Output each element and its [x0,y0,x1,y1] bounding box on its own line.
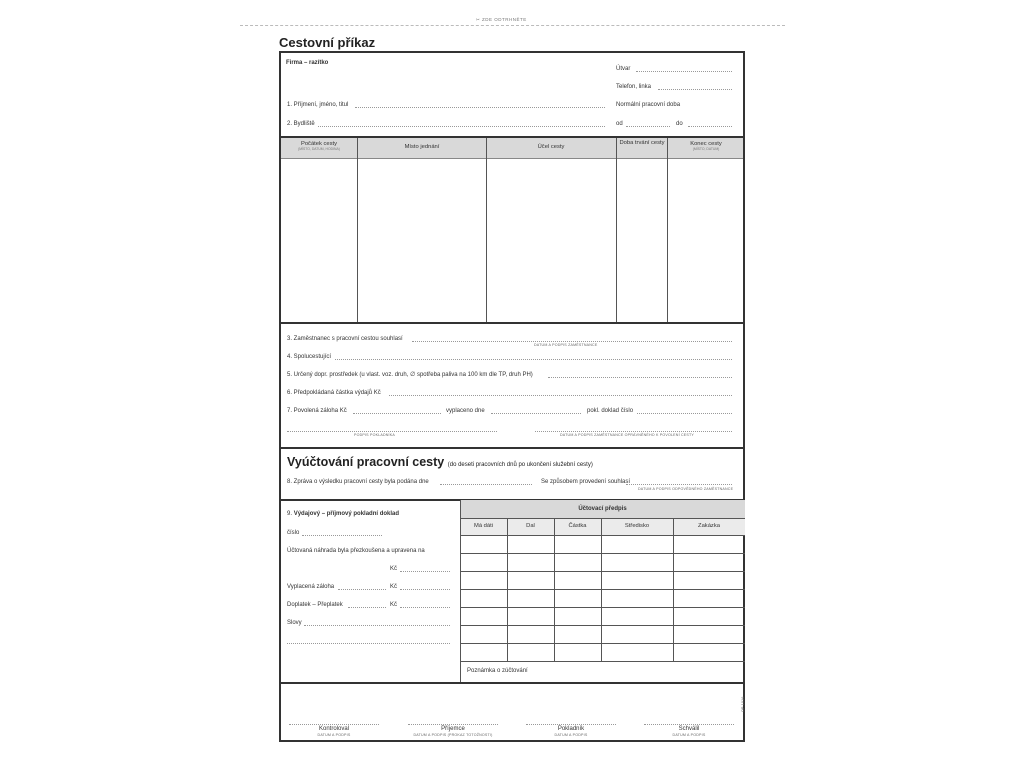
vyplacena-label: Vyplacená záloha [287,584,335,590]
doklad-heading: 9. Výdajový – příjmový pokladní doklad [287,511,400,517]
firma-label: Firma – razítko [286,60,329,66]
vyplacena-leader [338,589,386,590]
slovy-label: Slovy [287,620,302,626]
kc2-label: Kč [390,584,398,590]
slovy-field-2[interactable] [287,643,450,644]
cut-label: ✂ ZDE ODTRHNĚTE [470,17,533,23]
spolucestujici-label: 4. Spolucestující [287,354,332,360]
divider [281,158,743,159]
col-ma-dati: Má dáti [473,523,493,529]
sig-line-kontroloval[interactable] [289,724,379,725]
kc1-label: Kč [390,566,398,572]
vyplaceno-field[interactable] [491,413,581,414]
sig-kontroloval-sub: DATUM A PODPIS [317,733,351,737]
cislo-label: číslo [287,530,300,536]
col-konec: Konec cesty (MÍSTO, DATUM) [690,141,722,151]
telefon-field[interactable] [658,89,732,90]
do-label: do [676,121,683,127]
bydliste-field[interactable] [318,126,605,127]
col-zakazka: Zakázka [698,523,720,529]
col-pocatek: Počátek cesty (MÍSTO, DATUM, HODINA) [298,141,340,151]
col-dal: Dal [526,523,535,529]
sig-kontroloval: Kontroloval [318,726,350,732]
dopr-prostredek-label: 5. Určený dopr. prostředek (u vlast. voz. druh, ∅ spotřeba paliva na 100 km dle TP, druh PH) [287,372,533,378]
col-castka: Částka [568,523,587,529]
col-divider [486,138,487,323]
col-divider [357,138,358,323]
doplatek-leader [348,607,386,608]
poznamka-label: Poznámka o zúčtování [467,668,528,674]
sig-pokladnik-sub: DATUM A PODPIS [554,733,588,737]
doplatek-label: Doplatek – Přeplatek [287,602,343,608]
cislo-field[interactable] [302,535,382,536]
bydliste-label: 2. Bydliště [287,121,315,127]
opravneny-sig-field[interactable] [535,431,732,432]
predpokladana-label: 6. Předpokládaná částka výdajů Kč [287,390,381,396]
col-divider [616,138,617,323]
sig-schvalil: Schválil [678,726,700,732]
col-misto: Místo jednání [404,144,440,150]
telefon-label: Telefon, linka [616,84,652,90]
uctovana-field[interactable] [400,571,450,572]
sig-prijemce: Příjemce [441,726,465,732]
od-label: od [616,121,623,127]
predpokladana-field[interactable] [389,395,732,396]
sig-line-prijemce[interactable] [408,724,498,725]
do-field[interactable] [688,126,732,127]
side-code: OP 1016 [741,696,745,712]
spolucestujici-field[interactable] [335,359,732,360]
zpusob-sig: DATUM A PODPIS ODPOVĚDNÉHO ZAMĚSTNANCE [638,487,734,491]
predpis-grid [460,500,745,682]
vyplaceno-label: vyplaceno dne [446,408,485,414]
kc3-label: Kč [390,602,398,608]
zaloha-field[interactable] [353,413,441,414]
col-ucel: Účel cesty [537,144,565,150]
zpusob-field[interactable] [626,484,732,485]
col-doba: Doba trvání cesty [619,140,665,146]
col-stredisko: Středisko [624,523,650,529]
vyplacena-field[interactable] [400,589,450,590]
sig-line-pokladnik[interactable] [526,724,616,725]
utvar-label: Útvar [616,66,631,72]
od-field[interactable] [626,126,670,127]
pokl-doklad-label: pokl. doklad číslo [587,408,634,414]
dopr-prostredek-field[interactable] [548,377,732,378]
predpis-heading: Účtovací předpis [578,506,627,512]
zprava-label: 8. Zpráva o výsledku pracovní cesty byla podána dne [287,479,429,485]
zprava-field[interactable] [440,484,532,485]
uctovana-label: Účtovaná náhrada byla přezkoušena a upravena na [287,548,425,554]
zamestnanec-sig: DATUM A PODPIS ZAMĚSTNANCE [534,343,598,347]
divider [279,682,745,684]
sig-line-schvalil[interactable] [644,724,734,725]
pokladnik-sig-field[interactable] [287,431,497,432]
divider [279,322,745,324]
normalni-doba-label: Normální pracovní doba [616,102,681,108]
col-divider [667,138,668,323]
cut-line [240,25,785,26]
zamestnanec-field[interactable] [412,341,732,342]
zamestnanec-label: 3. Zaměstnanec s pracovní cestou souhlasí [287,336,403,342]
sig-schvalil-sub: DATUM A PODPIS [672,733,706,737]
podpis-opravneneho: DATUM A PODPIS ZAMĚSTNANCE OPRÁVNĚNÉHO K POVOLENÍ CESTY [560,433,694,437]
jmeno-label: 1. Příjmení, jméno, titul [287,102,349,108]
podpis-pokladnika: PODPIS POKLADNÍKA [354,433,395,437]
sig-prijemce-sub: DATUM A PODPIS (PROKAZ TOTOŽNOSTI) [413,733,493,737]
form-title: Cestovní příkaz [279,35,376,50]
divider [279,447,745,449]
jmeno-field[interactable] [355,107,605,108]
vyuctovani-heading: Vyúčtování pracovní cesty (do deseti pracovních dnů po ukončení služební cesty) [287,455,593,469]
zpusob-label: Se způsobem provedení souhlasí [541,479,631,485]
doplatek-field[interactable] [400,607,450,608]
sig-pokladnik: Pokladník [557,726,585,732]
utvar-field[interactable] [636,71,732,72]
slovy-field[interactable] [304,625,450,626]
zaloha-label: 7. Povolená záloha Kč [287,408,347,414]
pokl-doklad-field[interactable] [637,413,732,414]
